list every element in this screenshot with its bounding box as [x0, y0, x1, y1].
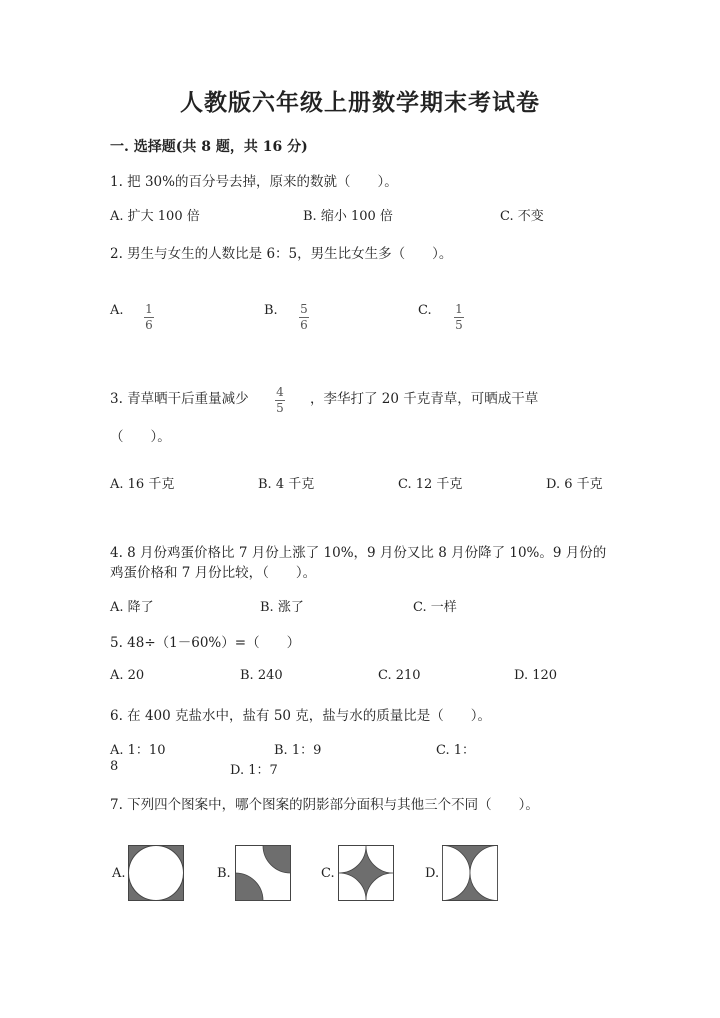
fraction-denominator: 6 — [300, 318, 308, 332]
question-5-option-c[interactable]: C. 210 — [378, 668, 421, 683]
question-3-stem-line2: （ ）。 — [110, 429, 171, 445]
question-3-option-b[interactable]: B. 4 千克 — [258, 477, 315, 492]
option-label: A. — [110, 303, 124, 318]
question-5-option-d[interactable]: D. 120 — [514, 668, 558, 683]
option-label: B. — [264, 303, 278, 318]
figure-c[interactable] — [338, 845, 394, 901]
page-title: 人教版六年级上册数学期末考试卷 — [180, 89, 540, 116]
question-2-stem: 2. 男生与女生的人数比是 6：5，男生比女生多（ ）。 — [110, 246, 453, 262]
question-4-option-c[interactable]: C. 一样 — [413, 600, 457, 615]
figure-a-circle — [129, 846, 184, 901]
question-1-option-b[interactable]: B. 缩小 100 倍 — [303, 209, 393, 224]
fraction-numerator: 5 — [300, 302, 308, 316]
question-5-option-a[interactable]: A. 20 — [110, 668, 145, 683]
question-4-stem-line2: 鸡蛋价格和 7 月份比较，（ ）。 — [110, 565, 317, 581]
figure-d[interactable] — [442, 845, 498, 901]
question-5-stem: 5. 48÷（1－60%）=（ ） — [110, 635, 301, 651]
question-3-stem-before: 3. 青草晒干后重量减少 — [110, 391, 249, 407]
fraction-numerator: 4 — [276, 385, 284, 399]
question-6-option-b[interactable]: B. 1：9 — [274, 743, 322, 758]
fraction-numerator: 1 — [145, 302, 153, 316]
question-1-option-c[interactable]: C. 不变 — [500, 209, 544, 224]
question-4-option-a[interactable]: A. 降了 — [110, 600, 154, 615]
question-2-option-b-fraction — [299, 298, 309, 332]
question-1-stem: 1. 把 30%的百分号去掉，原来的数就（ ）。 — [110, 174, 398, 190]
question-6-option-c-continued: 8 — [110, 759, 119, 774]
question-2-option-b[interactable] — [264, 303, 278, 318]
question-3-stem-after: ，李华打了 20 千克青草，可晒成干草 — [310, 391, 539, 407]
section-heading: 一. 选择题(共 8 题，共 16 分) — [110, 139, 308, 155]
question-4-stem-line1: 4. 8 月份鸡蛋价格比 7 月份上涨了 10%，9 月份又比 8 月份降了 10%。9 月份的 — [110, 545, 607, 561]
question-7-stem: 7. 下列四个图案中，哪个图案的阴影部分面积与其他三个不同（ ）。 — [110, 797, 539, 813]
question-1-option-a[interactable]: A. 扩大 100 倍 — [110, 209, 200, 224]
figure-a[interactable] — [128, 845, 184, 901]
question-3-option-d[interactable]: D. 6 千克 — [546, 477, 603, 492]
question-2-option-a[interactable] — [110, 303, 124, 318]
fraction-denominator: 6 — [145, 318, 153, 332]
question-2-option-c[interactable] — [418, 303, 432, 318]
question-4-option-b[interactable]: B. 涨了 — [260, 600, 304, 615]
option-label: C. — [418, 303, 432, 318]
question-6-stem: 6. 在 400 克盐水中，盐有 50 克，盐与水的质量比是（ ）。 — [110, 708, 492, 724]
question-7-label-a[interactable]: A. — [112, 866, 126, 881]
figure-b[interactable] — [235, 845, 291, 901]
fraction-numerator: 1 — [455, 302, 463, 316]
question-3-option-c[interactable]: C. 12 千克 — [398, 477, 463, 492]
question-6-option-a[interactable]: A. 1：10 — [110, 743, 166, 758]
question-3-option-a[interactable]: A. 16 千克 — [110, 477, 175, 492]
question-5-option-b[interactable]: B. 240 — [240, 668, 283, 683]
question-7-label-c[interactable]: C. — [321, 866, 335, 881]
question-3-fraction — [275, 381, 285, 415]
question-2-option-c-fraction — [454, 298, 464, 332]
question-7-label-d[interactable]: D. — [425, 866, 440, 881]
fraction-denominator: 5 — [455, 318, 463, 332]
question-2-option-a-fraction — [144, 298, 154, 332]
question-6-option-c[interactable]: C. 1： — [436, 743, 476, 758]
fraction-denominator: 5 — [276, 401, 284, 415]
question-6-option-d[interactable]: D. 1：7 — [230, 763, 278, 778]
question-7-label-b[interactable]: B. — [217, 866, 231, 881]
